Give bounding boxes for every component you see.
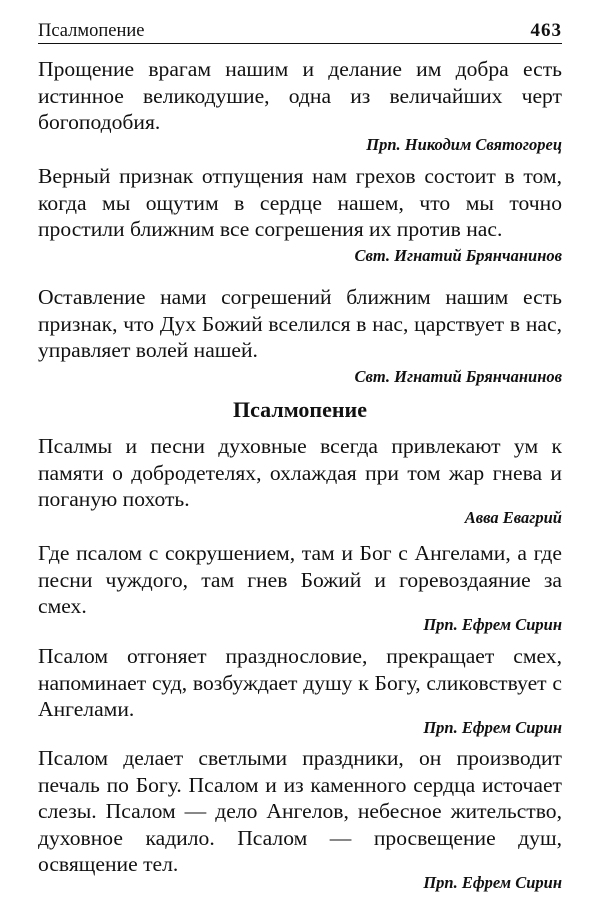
quote-text: Псалом делает светлыми праздники, он производит печаль по Богу. Псалом и из каменного сердца источает слезы. Псалом — дело Ангелов, небесное жительство, духовное кадило. Псалом — просвещение душ, освящение тел. [38, 746, 562, 876]
quote-block [38, 56, 562, 156]
running-header [38, 18, 562, 42]
header-rule [38, 43, 562, 44]
quote-author: Прп. Никодим Святогорец [366, 134, 562, 154]
quote-author: Прп. Ефрем Сирин [423, 872, 562, 892]
running-title: Псалмопение [38, 21, 145, 41]
quote-text: Псалом отгоняет празднословие, прекращает смех, напоминает суд, возбуждает душу к Богу, сликовствует с Ангелами. [38, 644, 562, 721]
quote-text: Верный признак отпущения нам грехов состоит в том, когда мы ощутим в сердце нашем, что мы точно простили ближним все согрешения их против нас. [38, 164, 562, 241]
quote-block [38, 163, 562, 267]
quote-text: Где псалом с сокрушением, там и Бог с Ангелами, а где песни чуждого, там гнев Божий и горевоздаяние за смех. [38, 541, 562, 618]
quote-author: Прп. Ефрем Сирин [423, 717, 562, 737]
quote-block [38, 540, 562, 636]
page-number: 463 [530, 20, 562, 41]
quote-text: Прощение врагам нашим и делание им добра есть истинное великодушие, одна из величайших черт богоподобия. [38, 57, 562, 134]
quote-author: Свт. Игнатий Брянчанинов [354, 366, 562, 386]
quote-author: Авва Евагрий [464, 507, 562, 527]
section-heading: Псалмопение [233, 397, 367, 422]
quote-text: Оставление нами согрешений ближним нашим есть признак, что Дух Божий вселился в нас, царствует в нас, управляет волей нашей. [38, 285, 562, 362]
quote-author: Прп. Ефрем Сирин [423, 614, 562, 634]
quote-block [38, 284, 562, 388]
quote-author: Свт. Игнатий Брянчанинов [354, 245, 562, 265]
quote-block [38, 433, 562, 529]
quote-text: Псалмы и песни духовные всегда привлекают ум к памяти о добродетелях, охлаждая при том жар гнева и поганую похоть. [38, 434, 562, 511]
quote-block [38, 745, 562, 894]
quote-block [38, 643, 562, 739]
